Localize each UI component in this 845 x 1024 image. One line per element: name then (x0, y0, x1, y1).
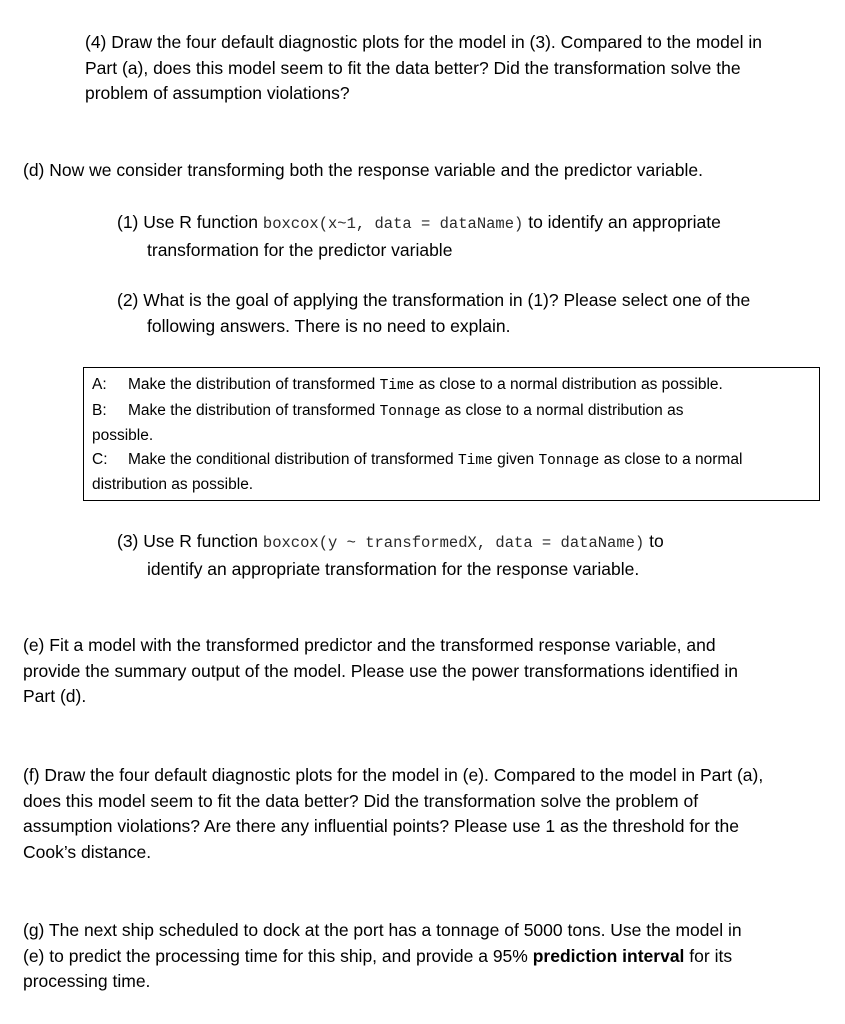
option-c-text: as close to a normal (599, 450, 743, 468)
question-f-line: assumption violations? Are there any influential points? Please use 1 as the threshold for the (23, 816, 739, 836)
code-boxcox-x: boxcox(x~1, data = dataName) (262, 215, 524, 233)
question-d3-suffix: to (644, 531, 664, 551)
prediction-interval-emphasis: prediction interval (532, 945, 685, 966)
question-d3-prefix: (3) Use R function (117, 531, 263, 551)
var-tonnage: Tonnage (538, 452, 600, 469)
option-b-text: as close to a normal distribution as (440, 401, 684, 419)
option-c-line2: distribution as possible. (92, 476, 254, 493)
option-b-line2: possible. (92, 427, 154, 444)
question-f-line: (f) Draw the four default diagnostic plots for the model in (e). Compared to the model in Part (a), (23, 765, 764, 785)
question-d1-prefix: (1) Use R function (117, 212, 263, 232)
var-time: Time (379, 378, 415, 394)
question-e-line: provide the summary output of the model. Please use the power transformations identified in (23, 660, 738, 681)
option-a-text: Make the distribution of transformed (128, 376, 380, 393)
code-boxcox-y: boxcox(y ~ transformedX, data = dataName) (262, 534, 645, 552)
var-time: Time (457, 452, 493, 469)
question-d2 (117, 288, 750, 339)
question-d3 (117, 529, 664, 582)
question-c4-line: problem of assumption violations? (85, 83, 350, 103)
option-c-text: given (492, 450, 539, 468)
question-f-line: Cook’s distance. (23, 841, 152, 862)
question-g-text: (e) to predict the processing time for this ship, and provide a 95% (23, 945, 533, 966)
question-d1-line2: transformation for the predictor variable (147, 239, 453, 260)
question-f (23, 763, 763, 865)
option-b-text: Make the distribution of transformed (128, 401, 380, 419)
question-g-line2 (23, 944, 742, 970)
question-d1-suffix: to identify an appropriate (523, 212, 721, 232)
option-a (92, 373, 811, 399)
question-d3-line2: identify an appropriate transformation for the response variable. (147, 558, 640, 579)
option-c (92, 448, 811, 474)
question-e-line: (e) Fit a model with the transformed predictor and the transformed response variable, and (23, 635, 716, 655)
var-tonnage: Tonnage (379, 403, 441, 420)
question-g-text: for its (684, 945, 733, 966)
question-g-line: processing time. (23, 971, 151, 991)
question-g (23, 918, 742, 995)
question-e (23, 633, 738, 710)
option-a-text: as close to a normal distribution as possible. (414, 376, 723, 393)
question-f-line: does this model seem to fit the data better? Did the transformation solve the problem of (23, 790, 699, 811)
question-d2-line: following answers. There is no need to explain. (147, 315, 511, 336)
question-d1 (117, 210, 721, 263)
question-e-line: Part (d). (23, 686, 87, 706)
question-d-intro: (d) Now we consider transforming both the response variable and the predictor variable. (23, 160, 703, 180)
option-b-letter: B: (92, 401, 107, 419)
option-a-letter: A: (92, 376, 107, 393)
question-g-line: (g) The next ship scheduled to dock at the port has a tonnage of 5000 tons. Use the model in (23, 920, 742, 940)
answer-options-box (83, 367, 820, 501)
option-c-letter: C: (92, 450, 108, 468)
question-c4 (85, 30, 762, 107)
question-c4-line: Part (a), does this model seem to fit the data better? Did the transformation solve the (85, 57, 741, 78)
question-c4-line: (4) Draw the four default diagnostic plots for the model in (3). Compared to the model in (85, 32, 763, 52)
option-b (92, 399, 811, 425)
option-c-text: Make the conditional distribution of transformed (128, 450, 458, 468)
question-d2-line: (2) What is the goal of applying the transformation in (1)? Please select one of the (117, 290, 751, 310)
